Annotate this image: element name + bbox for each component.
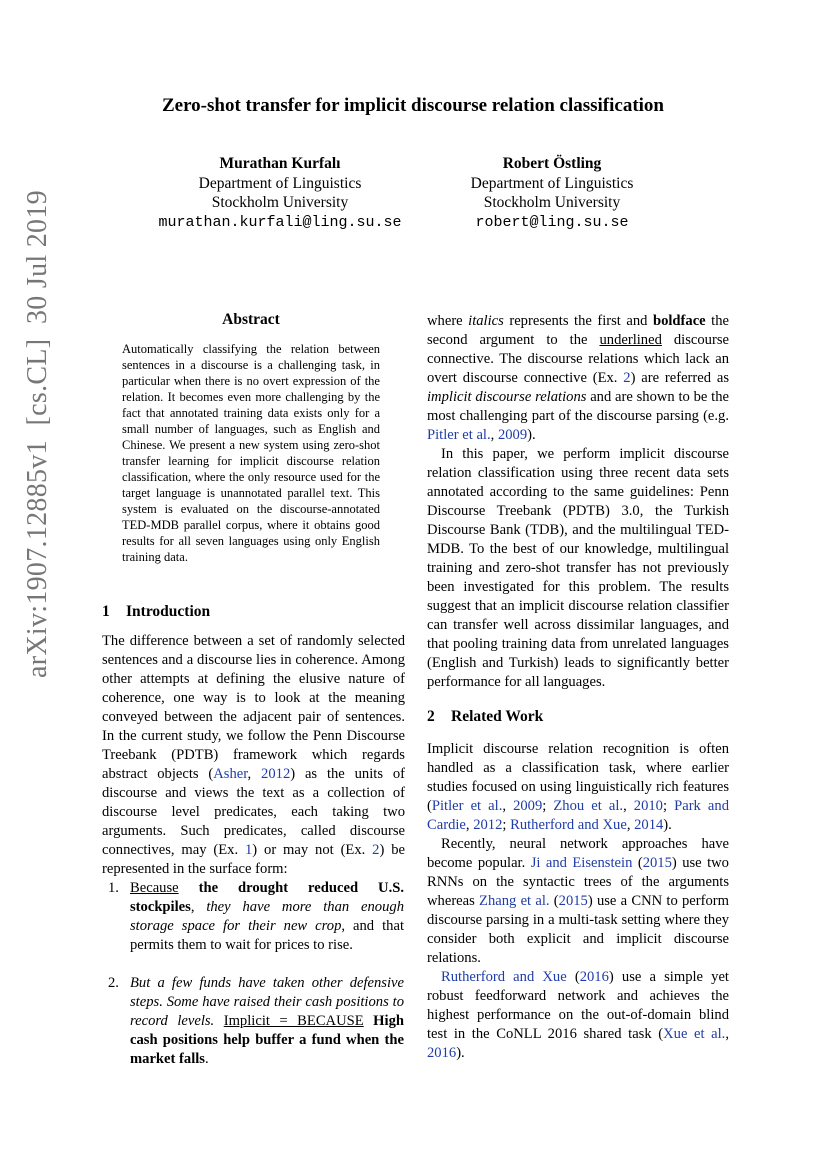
citation-year-link[interactable]: 2016: [427, 1045, 457, 1061]
section-title: Introduction: [126, 603, 211, 620]
paragraph: In this paper, we perform implicit discourse relation classification using three recent data sets annotated according to the same guidelines: Penn Discourse Treebank (PDTB) 3.0, the Turkish Discourse Bank (TDB), and the multilingual TED-MDB. To the best of our knowledge, multilingual training and zero-shot transfer has not previously been investigated for this problem. The results suggest that an implicit discourse relation classifier can transfer well across dissimilar languages, and that pooling training data from unrelated languages (English and Turkish) leads to significantly better performance for all languages.: [427, 446, 729, 690]
text-run: (: [632, 855, 643, 871]
citation-year-link[interactable]: 2012: [261, 766, 291, 782]
author-dept: Department of Linguistics: [470, 174, 634, 192]
citation-year-link[interactable]: 2009: [497, 427, 528, 443]
citation-year-link[interactable]: 2015: [558, 893, 588, 909]
abstract-heading: Abstract: [222, 311, 280, 328]
citation-link[interactable]: Pitler et al.: [431, 798, 503, 814]
section-number: 2: [427, 708, 435, 725]
citation-link[interactable]: Rutherford and Xue: [510, 817, 627, 833]
text-run: use a CNN to perform discourse parsing in a multi-task setting where they consider both explicit and implicit discourse relations.: [427, 893, 729, 966]
text-run: (: [566, 969, 580, 985]
implicit-connective: Implicit = BECAUSE: [223, 1013, 364, 1029]
text-run: ) as the units of discourse and views the text as a collection of discourse level predicates, each taking two arguments. Such predicates, called discourse connectives, may (Ex.: [102, 766, 405, 858]
citation-year-link[interactable]: 2016: [579, 969, 609, 985]
text-run: ,: [247, 766, 262, 782]
section-title: Related Work: [451, 708, 544, 725]
arg1: they have more than enough storage space for their new crop: [130, 899, 404, 934]
text-run: ) be represented in the surface form:: [102, 842, 405, 877]
section-introduction-heading: [102, 603, 210, 621]
text-run: ;: [662, 798, 675, 814]
text-run: ;: [542, 798, 554, 814]
text-run: ): [608, 969, 614, 985]
text-run: Recently, neural network approaches have become popular.: [427, 836, 729, 871]
example-2: [108, 974, 404, 1069]
text-run: and are shown to be the most challenging part of the discourse parsing (e.g.: [427, 389, 730, 424]
text-run: ) or may not (Ex.: [252, 842, 373, 858]
citation-link[interactable]: Zhang et al.: [479, 893, 550, 909]
example-ref-link[interactable]: 1: [245, 842, 253, 858]
text-run: ,: [626, 817, 635, 833]
text-run: ,: [623, 798, 634, 814]
citation-link[interactable]: Ji and Eisenstein: [530, 855, 633, 871]
text-run: ) are referred as: [630, 370, 730, 386]
intro-paragraph: [102, 632, 405, 879]
related-work-body: [427, 740, 729, 1063]
citation-link[interactable]: Asher: [213, 766, 248, 782]
text-run: ).: [663, 817, 672, 833]
text-run: underlined: [599, 332, 662, 348]
citation-link[interactable]: Park and Cardie: [427, 798, 729, 833]
text-run: represents the first and: [503, 313, 653, 329]
text-run: , and that permits them to wait for prices to rise.: [130, 918, 404, 953]
example-label: 2.: [108, 975, 119, 991]
example-1: [108, 879, 404, 955]
author-dept: Department of Linguistics: [198, 174, 362, 192]
citation-year-link[interactable]: 2009: [513, 798, 543, 814]
text-run: ): [587, 893, 593, 909]
section-related-work-heading: [427, 708, 543, 726]
text-run: use two RNNs on the syntactic trees of the arguments whereas: [427, 855, 729, 909]
text-run: ).: [527, 427, 536, 443]
arg2: the drought reduced U.S. stockpiles: [130, 880, 404, 915]
author-email[interactable]: murathan.kurfali@ling.su.se: [158, 213, 402, 231]
text-run: (: [549, 893, 559, 909]
text-run: boldface: [652, 313, 706, 329]
author-name: Murathan Kurfalı: [219, 155, 341, 172]
text-run: ,: [725, 1026, 729, 1042]
citation-link[interactable]: Pitler et al.: [427, 427, 491, 443]
citation-year-link[interactable]: 2014: [634, 817, 664, 833]
author-email[interactable]: robert@ling.su.se: [475, 213, 629, 231]
citation-year-link[interactable]: 2012: [473, 817, 503, 833]
connective: Because: [130, 880, 179, 896]
text-run: ,: [465, 817, 474, 833]
text-run: use a simple yet robust feedforward network and achieves the highest performance on the out-of-domain blind test in the CoNLL 2016 shared task (: [427, 969, 729, 1042]
paper-title: Zero-shot transfer for implicit discourse relation classification: [161, 95, 665, 116]
text-run: where: [427, 313, 469, 329]
citation-link[interactable]: Xue et al.: [663, 1026, 726, 1042]
citation-link[interactable]: Zhou et al.: [553, 798, 624, 814]
example-ref-link[interactable]: 2: [623, 370, 631, 386]
text-run: implicit discourse relations: [427, 389, 587, 405]
author-1: [130, 154, 430, 232]
text-run: discourse connective. The discourse relations which lack an overt discourse connective (Ex.: [427, 332, 729, 386]
text-run: ): [671, 855, 677, 871]
author-univ: Stockholm University: [483, 194, 621, 211]
arg2: High cash positions help buffer a fund when the market falls: [130, 1013, 404, 1067]
text-run: italics: [468, 313, 504, 329]
text-run: ,: [490, 427, 498, 443]
text-run: .: [204, 1051, 209, 1067]
example-ref-link[interactable]: 2: [372, 842, 380, 858]
citation-link[interactable]: Rutherford and Xue: [441, 969, 567, 985]
arg1: But a few funds have taken other defensive steps. Some have raised their cash positions to record levels.: [130, 975, 404, 1029]
example-label: 1.: [108, 880, 119, 896]
text-run: the second argument to the: [427, 313, 729, 348]
text-run: The difference between a set of randomly selected sentences and a discourse lies in coherence. Among other attempts at defining the elusive nature of coherence, one way is to look at the meaning conveyed between the adjacent pair of sentences. In the current study, we follow the Penn Discourse Treebank (PDTB) framework which regards abstract objects (: [102, 633, 405, 782]
author-univ: Stockholm University: [211, 194, 349, 211]
abstract-text: Automatically classifying the relation between sentences in a discourse is a challenging task, in particular when there is no overt expression of the relation. It becomes even more challenging by the fact that annotated training data exists only for a small number of languages, such as English and Chinese. We present a new system using zero-shot transfer learning for implicit discourse relation classification, where the only resource used for the target language is unannotated parallel text. This system is evaluated on the discourse-annotated TED-MDB parallel corpus, where it obtains good results for all seven languages using only English training data.: [122, 342, 380, 564]
section-number: 1: [102, 603, 110, 620]
text-run: ).: [456, 1045, 465, 1061]
citation-year-link[interactable]: 2010: [633, 798, 663, 814]
text-run: ,: [190, 899, 207, 915]
citation-year-link[interactable]: 2015: [642, 855, 672, 871]
arxiv-identifier: arXiv:1907.12885v1 [cs.CL] 30 Jul 2019: [22, 190, 53, 678]
text-run: ,: [502, 798, 514, 814]
text-run: ;: [502, 817, 511, 833]
right-column-intro: [427, 312, 729, 692]
author-2: [402, 154, 702, 232]
text-run: Implicit discourse relation recognition is often handled as a classification task, where earlier studies focused on using linguistically rich features (: [427, 741, 729, 814]
author-name: Robert Östling: [502, 155, 602, 172]
